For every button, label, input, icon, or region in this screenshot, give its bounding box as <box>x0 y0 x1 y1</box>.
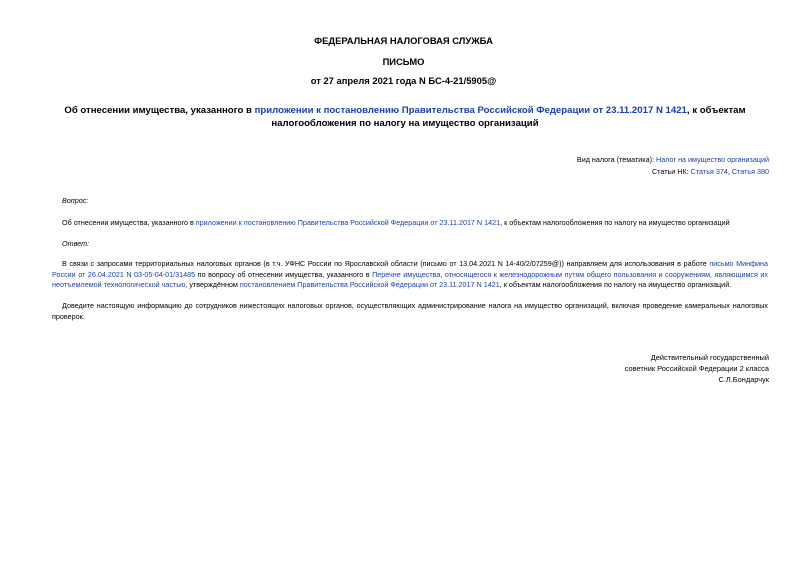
document-date-number: от 27 апреля 2021 года N БС-4-21/5905@ <box>310 75 497 86</box>
document-title <box>30 105 780 130</box>
answer-p1-part-c: , утверждённом <box>185 280 240 290</box>
signatory-position-2: советник Российской Федерации 2 класса <box>624 364 769 373</box>
property-list-link[interactable]: Перечне имущества, относящегося к железнодорожным путям общего пользования и сооружениям, являющимся их неотъемлемой технологической частью <box>52 269 769 290</box>
nk-label: Статьи НК: <box>651 167 691 176</box>
title-suffix: , к объектам налогообложения по налогу на имущество организаций <box>271 105 746 129</box>
answer-p1-part-b: по вопросу об отнесении имущества, указанного в <box>195 269 373 279</box>
answer-label: Ответ: <box>62 239 90 248</box>
answer-paragraph-1 <box>52 259 768 291</box>
answer-paragraph-2: Доведите настоящую информацию до сотрудников нижестоящих налоговых органов, осуществляющих администрирование налога на имущество организаций, включая проведение камеральных налоговых проверок. <box>52 301 768 321</box>
minfin-letter-link[interactable]: письмо Минфина России от 26.04.2021 N 03-05-04-01/31485 <box>52 259 768 279</box>
question-suffix: , к объектам налогообложения по налогу на имущество организаций <box>500 218 730 227</box>
tax-type-label: Вид налога (тематика): <box>576 155 656 164</box>
question-prefix: Об отнесении имущества, указанного в <box>62 218 196 227</box>
signatory-position-1: Действительный государственный <box>650 353 769 362</box>
question-text <box>52 218 768 229</box>
nk-separator: , <box>727 167 732 176</box>
document-type: ПИСЬМО <box>382 56 425 67</box>
answer-resolution-link[interactable]: постановлением Правительства Российской Федерации от 23.11.2017 N 1421 <box>239 280 500 290</box>
nk-articles-line <box>652 167 769 177</box>
tax-type-line <box>577 155 769 165</box>
nk-article-380-link[interactable]: Статья 380 <box>731 167 769 176</box>
nk-article-374-link[interactable]: Статья 374 <box>690 167 728 176</box>
signatory-name: С.Л.Бондарчук <box>718 375 769 384</box>
question-label: Вопрос: <box>62 196 89 205</box>
title-resolution-link[interactable]: приложении к постановлению Правительства Российской Федерации от 23.11.2017 N 1421 <box>254 105 687 116</box>
answer-p1-part-d: , к объектам налогообложения по налогу на имущество организаций. <box>499 280 732 290</box>
answer-p1-part-a: В связи с запросами территориальных налоговых органов (в т.ч. УФНС России по Ярославской области (письмо от 13.04.2021 N 14-40/2/07259@)) направляем для использования в работе <box>62 259 710 268</box>
title-prefix: Об отнесении имущества, указанного в <box>64 105 255 116</box>
agency-name: ФЕДЕРАЛЬНАЯ НАЛОГОВАЯ СЛУЖБА <box>314 35 493 46</box>
tax-type-link[interactable]: Налог на имущество организаций <box>656 155 769 164</box>
question-resolution-link[interactable]: приложении к постановлению Правительства Российской Федерации от 23.11.2017 N 1421 <box>195 218 501 227</box>
